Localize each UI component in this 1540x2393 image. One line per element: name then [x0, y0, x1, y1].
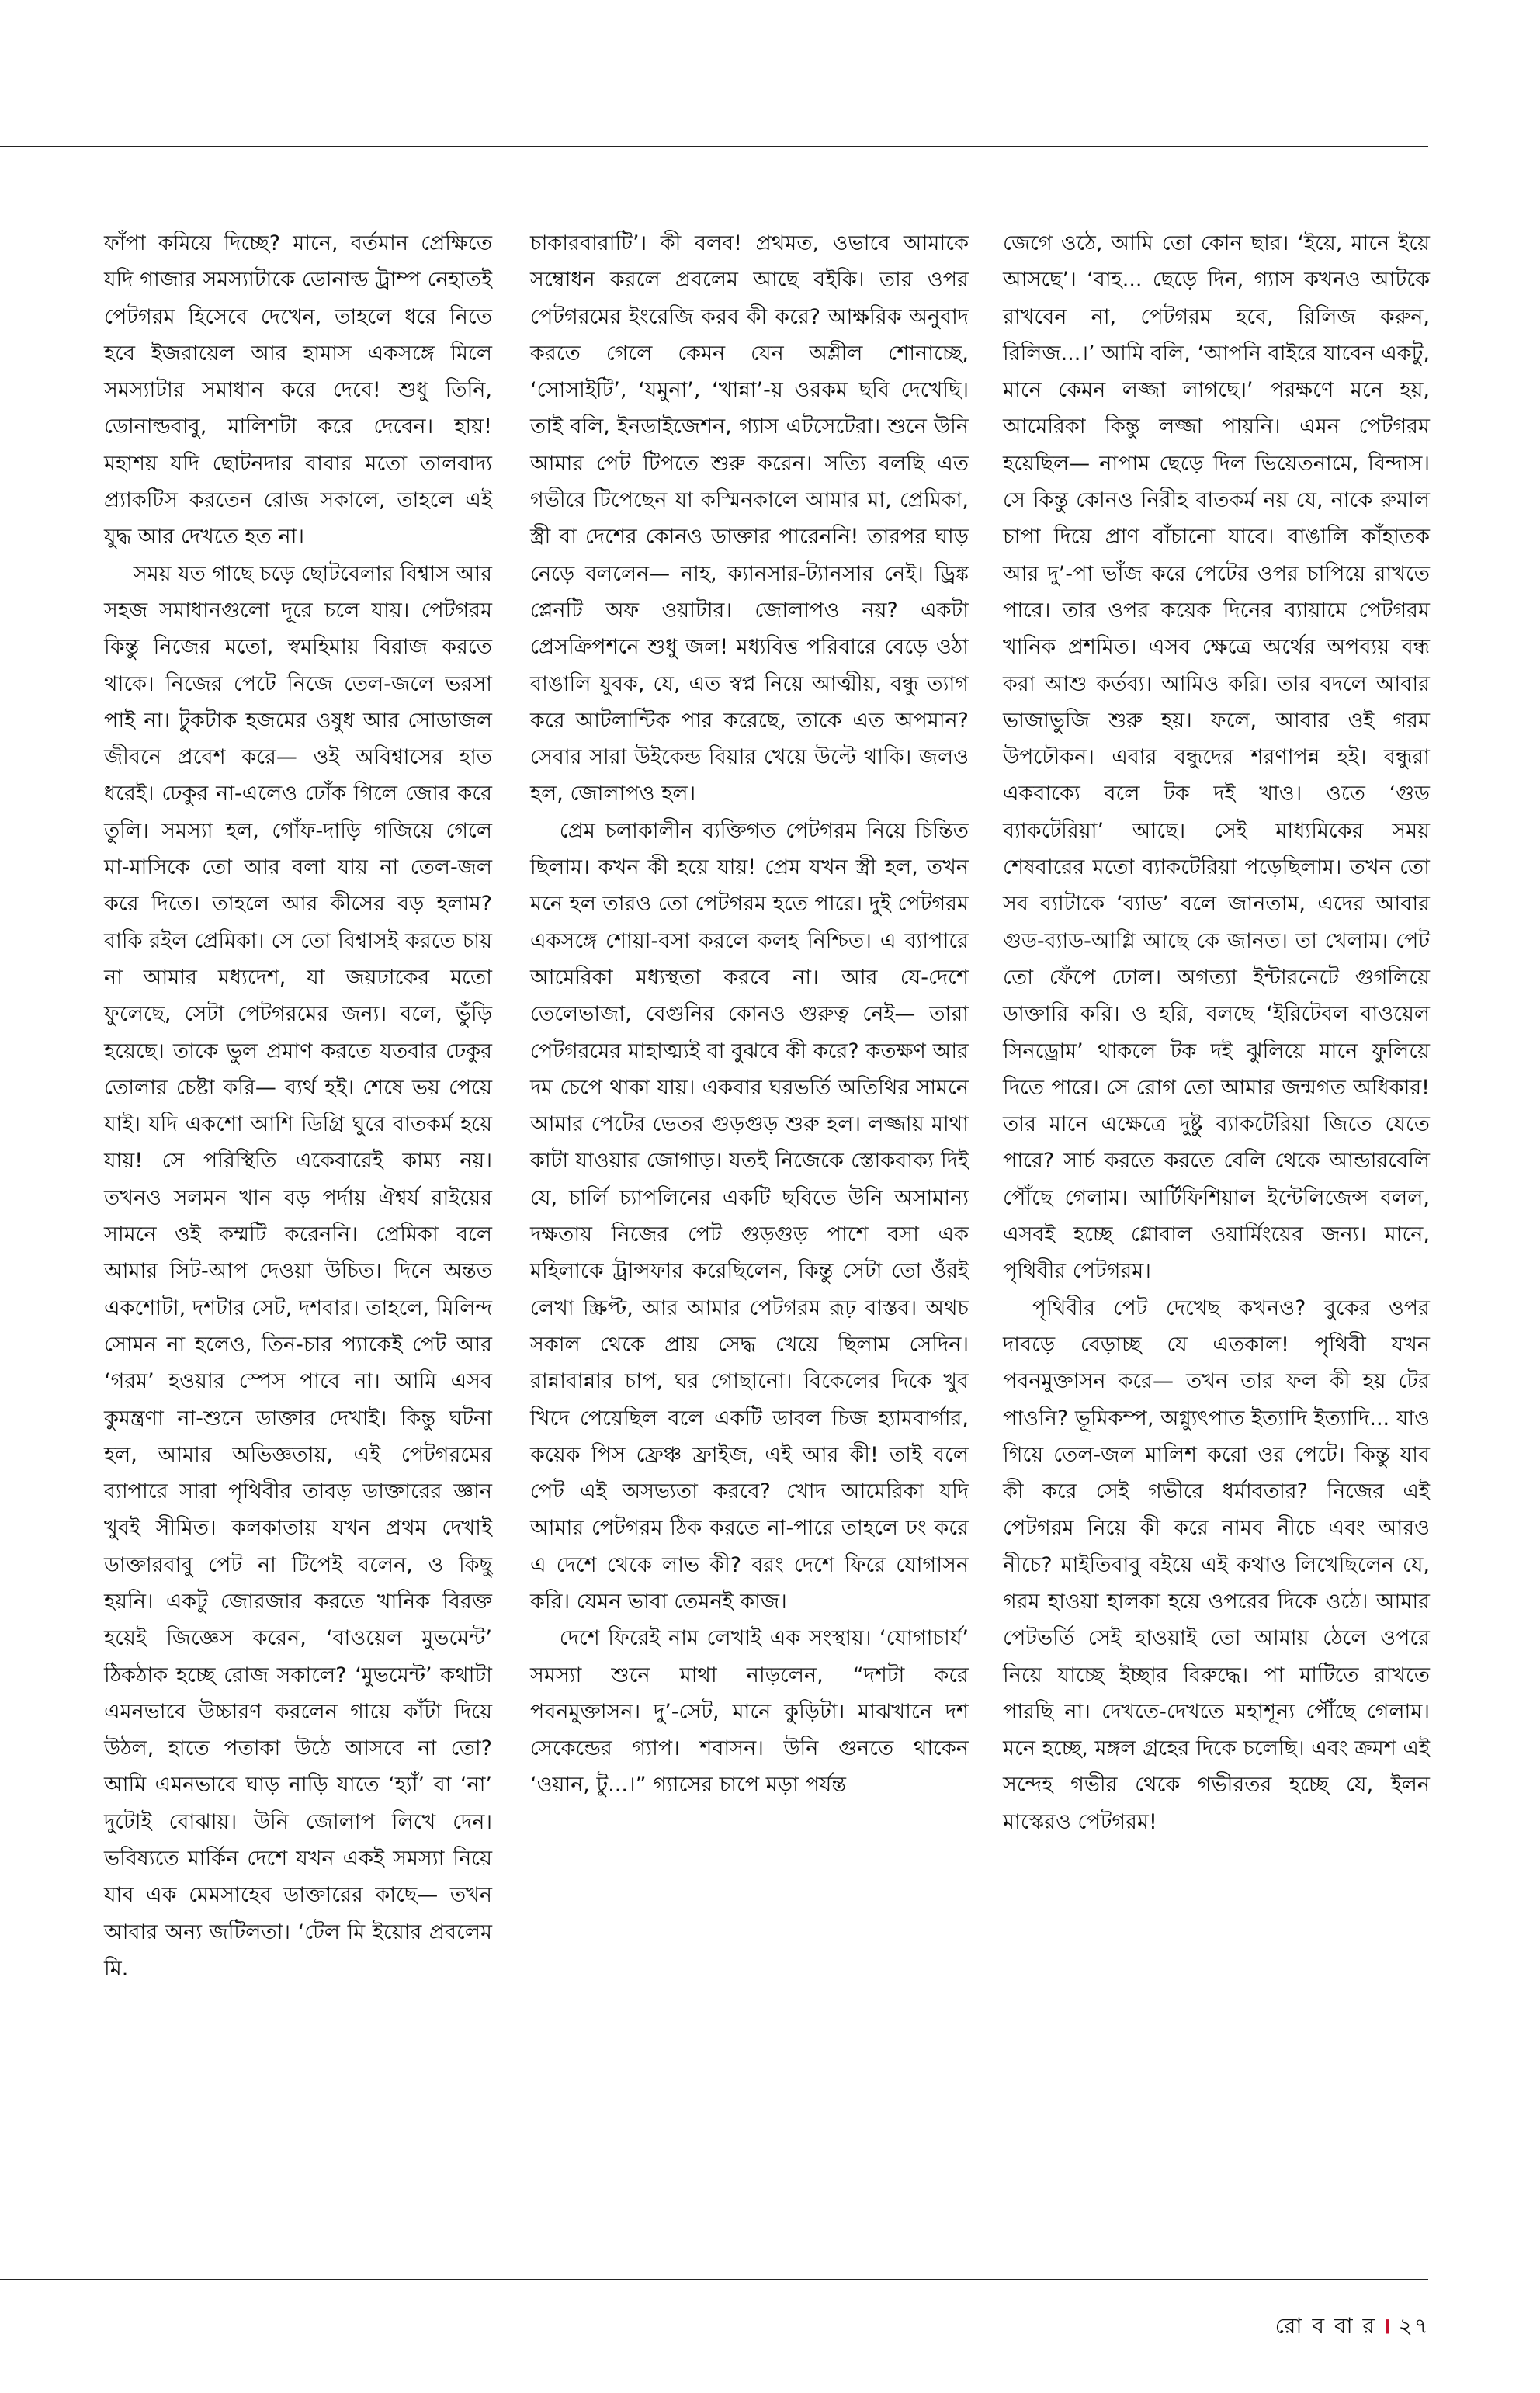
- article-paragraph: ফাঁপা কমিয়ে দিচ্ছে? মানে, বর্তমান প্রেক্ষিতে যদি গাজার সমস্যাটাকে ডোনাল্ড ট্রাম্প নেহাতই পেটগরম হিসেবে দেখেন, তাহলে ধরে নিতে হবে ইজরায়েল আর হামাস একসঙ্গে মিলে সমস্যাটার সমাধান করে দেবে! শুধু তিনি, ডোনাল্ডবাবু, মালিশটা করে দেবেন। হায়! মহাশয় যদি ছোটনদার বাবার মতো তালবাদ্য প্র্যাকটিস করতেন রোজ সকালে, তাহলে এই যুদ্ধ আর দেখতে হত না।: [104, 231, 492, 550]
- article-paragraph: জেগে ওঠে, আমি তো কোন ছার। ‘ইয়ে, মানে ইয়ে আসছে’। ‘বাহ... ছেড়ে দিন, গ্যাস কখনও আটকে রাখবেন না, পেটগরম হবে, রিলিজ করুন, রিলিজ...।’ আমি বলি, ‘আপনি বাইরে যাবেন একটু, মানে কেমন লজ্জা লাগছে।’ পরক্ষণে মনে হয়, আমেরিকা কিন্তু লজ্জা পায়নি। এমন পেটগরম হয়েছিল— নাপাম ছেড়ে দিল ভিয়েতনামে, বিন্দাস। সে কিন্তু কোনও নিরীহ বাতকর্ম নয় যে, নাকে রুমাল চাপা দিয়ে প্রাণ বাঁচানো যাবে। বাঙালি কাঁহাতক আর দু’-পা ভাঁজ করে পেটের ওপর চাপিয়ে রাখতে পারে। তার ওপর কয়েক দিনের ব্যায়ামে পেটগরম খানিক প্রশমিত। এসব ক্ষেত্রে অর্থের অপব্যয় বন্ধ করা আশু কর্তব্য। আমিও করি। তার বদলে আবার ভাজাভুজি শুরু হয়। ফলে, আবার ওই গরম উপঢৌকন। এবার বন্ধুদের শরণাপন্ন হই। বন্ধুরা একবাক্যে বলে টক দই খাও। ওতে ‘গুড ব্যাকটেরিয়া’ আছে। সেই মাধ্যমিকের সময় শেষবারের মতো ব্যাকটেরিয়া পড়েছিলাম। তখন তো সব ব্যাটাকে ‘ব্যাড’ বলে জানতাম, এদের আবার গুড-ব্যাড-আগ্লি আছে কে জানত। তা খেলাম। পেট তো ফেঁপে ঢোল। অগত্যা ইন্টারনেটে গুগলিয়ে ডাক্তারি করি। ও হরি, বলছে ‘ইরিটেবল বাওয়েল সিনড্রোম’ থাকলে টক দই ঝুলিয়ে মানে ফুলিয়ে দিতে পারে। সে রোগ তো আমার জন্মগত অধিকার! তার মানে এক্ষেত্রে দুষ্টু ব্যাকটেরিয়া জিতে যেতে পারে? সার্চ করতে করতে বেলি থেকে আন্ডারবেলি পৌঁছে গেলাম। আর্টিফিশিয়াল ইন্টেলিজেন্স বলল, এসবই হচ্ছে গ্লোবাল ওয়ার্মিংয়ের জন্য। মানে, পৃথিবীর পেটগরম।: [1003, 231, 1430, 1284]
- footer-rule: [0, 2279, 1428, 2280]
- header-rule: [0, 146, 1428, 147]
- article-column-3: [1003, 225, 1430, 1840]
- article-paragraph: সময় যত গাছে চড়ে ছোটবেলার বিশ্বাস আর সহজ সমাধানগুলো দূরে চলে যায়। পেটগরম কিন্তু নিজের মতো, স্বমহিমায় বিরাজ করতে থাকে। নিজের পেটে নিজে তেল-জলে ভরসা পাই না। টুকটাক হজমের ওষুধ আর সোডাজল জীবনে প্রবেশ করে— ওই অবিশ্বাসের হাত ধরেই। ঢেকুর না-এলেও ঢোঁক গিলে জোর করে তুলি। সমস্যা হল, গোঁফ-দাড়ি গজিয়ে গেলে মা-মাসিকে তো আর বলা যায় না তেল-জল করে দিতে। তাহলে আর কীসের বড় হলাম? বাকি রইল প্রেমিকা। সে তো বিশ্বাসই করতে চায় না আমার মধ্যদেশ, যা জয়ঢাকের মতো ফুলেছে, সেটা পেটগরমের জন্য। বলে, ভুঁড়ি হয়েছে। তাকে ভুল প্রমাণ করতে যতবার ঢেকুর তোলার চেষ্টা করি— ব্যর্থ হই। শেষে ভয় পেয়ে যাই। যদি একশো আশি ডিগ্রি ঘুরে বাতকর্ম হয়ে যায়! সে পরিস্থিতি একেবারেই কাম্য নয়। তখনও সলমন খান বড় পর্দায় ঐশ্বর্য রাইয়ের সামনে ওই কম্মটি করেননি। প্রেমিকা বলে আমার সিট-আপ দেওয়া উচিত। দিনে অন্তত একশোটা, দশটার সেট, দশবার। তাহলে, মিলিন্দ সোমন না হলেও, তিন-চার প্যাকেই পেট আর ‘গরম’ হওয়ার স্পেস পাবে না। আমি এসব কুমন্ত্রণা না-শুনে ডাক্তার দেখাই। কিন্তু ঘটনা হল, আমার অভিজ্ঞতায়, এই পেটগরমের ব্যাপারে সারা পৃথিবীর তাবড় ডাক্তারের জ্ঞান খুবই সীমিত। কলকাতায় যখন প্রথম দেখাই ডাক্তারবাবু পেট না টিপেই বলেন, ও কিছু হয়নি। একটু জোরজার করতে খানিক বিরক্ত হয়েই জিজ্ঞেস করেন, ‘বাওয়েল মুভমেন্ট’ ঠিকঠাক হচ্ছে রোজ সকালে? ‘মুভমেন্ট’ কথাটা এমনভাবে উচ্চারণ করলেন গায়ে কাঁটা দিয়ে উঠল, হাতে পতাকা উঠে আসবে না তো? আমি এমনভাবে ঘাড় নাড়ি যাতে ‘হ্যাঁ’ বা ‘না’ দুটোই বোঝায়। উনি জোলাপ লিখে দেন। ভবিষ্যতে মার্কিন দেশে যখন একই সমস্যা নিয়ে যাব এক মেমসাহেব ডাক্তারের কাছে— তখন আবার অন্য জটিলতা। ‘টেল মি ইয়োর প্রবলেম মি.: [104, 561, 492, 1981]
- article-paragraph: দেশে ফিরেই নাম লেখাই এক সংস্থায়। ‘যোগাচার্য’ সমস্যা শুনে মাথা নাড়লেন, “দশটা করে পবনমুক্তাসন। দু’-সেট, মানে কুড়িটা। মাঝখানে দশ সেকেন্ডের গ্যাপ। শবাসন। উনি গুনতে থাকেন ‘ওয়ান, টু...।” গ্যাসের চাপে মড়া পর্যন্ত: [530, 1626, 969, 1798]
- article-column-2: [530, 225, 969, 1804]
- page-number: ২৭: [1398, 2313, 1430, 2339]
- folio-separator: ।: [1382, 2313, 1393, 2339]
- article-paragraph: পৃথিবীর পেট দেখেছ কখনও? বুকের ওপর দাবড়ে বেড়াচ্ছ যে এতকাল! পৃথিবী যখন পবনমুক্তাসন করে— তখন তার ফল কী হয় টের পাওনি? ভূমিকম্প, অগ্ন্যুৎপাত ইত্যাদি ইত্যাদি... যাও গিয়ে তেল-জল মালিশ করো ওর পেটে। কিন্তু যাব কী করে সেই গভীরে ধর্মাবতার? নিজের এই পেটগরম নিয়ে কী করে নামব নীচে এবং আরও নীচে? মাইতিবাবু বইয়ে এই কথাও লিখেছিলেন যে, গরম হাওয়া হালকা হয়ে ওপরের দিকে ওঠে। আমার পেটভর্তি সেই হাওয়াই তো আমায় ঠেলে ওপরে নিয়ে যাচ্ছে ইচ্ছার বিরুদ্ধে। পা মাটিতে রাখতে পারছি না। দেখতে-দেখতে মহাশূন্য পৌঁছে গেলাম। মনে হচ্ছে, মঙ্গল গ্রহের দিকে চলেছি। এবং ক্রমশ এই সন্দেহ গভীর থেকে গভীরতর হচ্ছে যে, ইলন মাস্কেরও পেটগরম!: [1003, 1295, 1430, 1834]
- article-paragraph: প্রেম চলাকালীন ব্যক্তিগত পেটগরম নিয়ে চিন্তিত ছিলাম। কখন কী হয়ে যায়! প্রেম যখন স্ত্রী হল, তখন মনে হল তারও তো পেটগরম হতে পারে। দুই পেটগরম একসঙ্গে শোয়া-বসা করলে কলহ নিশ্চিত। এ ব্যাপারে আমেরিকা মধ্যস্থতা করবে না। আর যে-দেশে তেলেভাজা, বেগুনির কোনও গুরুত্ব নেই— তারা পেটগরমের মাহাত্ম্যই বা বুঝবে কী করে? কতক্ষণ আর দম চেপে থাকা যায়। একবার ঘরভর্তি অতিথির সামনে আমার পেটের ভেতর গুড়গুড় শুরু হল। লজ্জায় মাথা কাটা যাওয়ার জোগাড়। যতই নিজেকে স্তোকবাক্য দিই যে, চার্লি চ্যাপলিনের একটি ছবিতে উনি অসামান্য দক্ষতায় নিজের পেট গুড়গুড় পাশে বসা এক মহিলাকে ট্রান্সফার করেছিলেন, কিন্তু সেটা তো ওঁরই লেখা স্ক্রিপ্ট, আর আমার পেটগরম রূঢ় বাস্তব। অথচ সকাল থেকে প্রায় সেদ্ধ খেয়ে ছিলাম সেদিন। রান্নাবান্নার চাপ, ঘর গোছানো। বিকেলের দিকে খুব খিদে পেয়েছিল বলে একটি ডাবল চিজ হ্যামবার্গার, কয়েক পিস ফ্রেঞ্চ ফ্রাইজ, এই আর কী! তাই বলে পেট এই অসভ্যতা করবে? খোদ আমেরিকা যদি আমার পেটগরম ঠিক করতে না-পারে তাহলে ঢং করে এ দেশে থেকে লাভ কী? বরং দেশে ফিরে যোগাসন করি। যেমন ভাবা তেমনই কাজ।: [530, 818, 969, 1614]
- article-column-1: [104, 225, 492, 1987]
- magazine-name: রো ব বা র: [1275, 2313, 1376, 2339]
- page-folio: [1275, 2309, 1430, 2346]
- article-paragraph: চাকারবারাটি’। কী বলব! প্রথমত, ওভাবে আমাকে সম্বোধন করলে প্রবলেম আছে বইকি। তার ওপর পেটগরমের ইংরেজি করব কী করে? আক্ষরিক অনুবাদ করতে গেলে কেমন যেন অশ্লীল শোনাচ্ছে, ‘সোসাইটি’, ‘যমুনা’, ‘খান্না’-য় ওরকম ছবি দেখেছি। তাই বলি, ইনডাইজেশন, গ্যাস এটসেটেরা। শুনে উনি আমার পেট টিপতে শুরু করেন। সত্যি বলছি এত গভীরে টিপেছেন যা কস্মিনকালে আমার মা, প্রেমিকা, স্ত্রী বা দেশের কোনও ডাক্তার পারেননি! তারপর ঘাড় নেড়ে বললেন— নাহ, ক্যানসার-ট্যানসার নেই। ড্রিঙ্ক প্লেনটি অফ ওয়াটার। জোলাপও নয়? একটা প্রেসক্রিপশনে শুধু জল! মধ্যবিত্ত পরিবারে বেড়ে ওঠা বাঙালি যুবক, যে, এত স্বপ্ন নিয়ে আত্মীয়, বন্ধু ত্যাগ করে আটলান্টিক পার করেছে, তাকে এত অপমান? সেবার সারা উইকেন্ড বিয়ার খেয়ে উল্টে থাকি। জলও হল, জোলাপও হল।: [530, 231, 969, 806]
